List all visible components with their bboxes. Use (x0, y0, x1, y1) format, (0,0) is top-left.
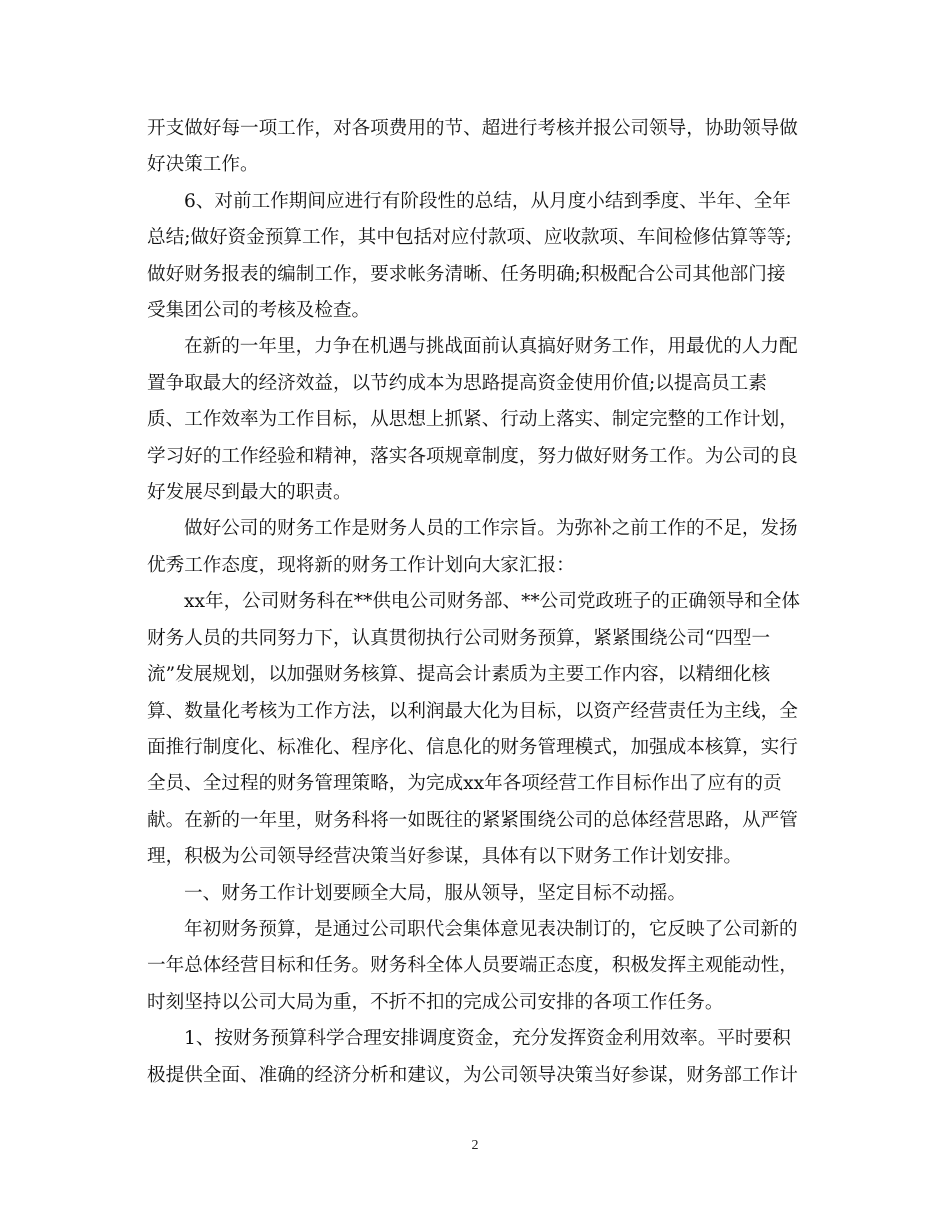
text-line: 置争取最大的经济效益，以节约成本为思路提高资金使用价值;以提高员工素 (147, 372, 767, 394)
paragraph (147, 584, 807, 875)
text-line: 质、工作效率为工作目标，从思想上抓紧、行动上落实、制定完整的工作计划， (147, 409, 798, 431)
text-line: 好决策工作。 (147, 154, 259, 176)
paragraph (147, 329, 807, 511)
document-body (147, 111, 807, 1094)
text-line: 一、财务工作计划要顾全大局，服从领导，坚定目标不动摇。 (184, 882, 687, 904)
paragraph (147, 876, 807, 912)
text-line: 面推行制度化、标准化、程序化、信息化的财务管理模式，加强成本核算，实行 (147, 736, 798, 758)
text-line: 做好公司的财务工作是财务人员的工作宗旨。为弥补之前工作的不足，发扬 (184, 518, 798, 540)
text-line: 6、对前工作期间应进行有阶段性的总结，从月度小结到季度、半年、全年 (184, 190, 791, 212)
text-line: 极提供全面、准确的经济分析和建议，为公司领导决策当好参谋，财务部工作计 (147, 1064, 798, 1086)
text-line: 时刻坚持以公司大局为重，不折不扣的完成公司安排的各项工作任务。 (147, 991, 724, 1013)
text-line: 总结;做好资金预算工作，其中包括对应付款项、应收款项、车间检修估算等等; (147, 227, 792, 249)
text-line: 优秀工作态度，现将新的财务工作计划向大家汇报： (147, 554, 575, 576)
text-line: 流”发展规划，以加强财务核算、提高会计素质为主要工作内容，以精细化核 (147, 664, 771, 686)
text-line: 算、数量化考核为工作方法，以利润最大化为目标，以资产经营责任为主线，全 (147, 700, 798, 722)
paragraph (147, 184, 807, 330)
text-line: 理，积极为公司领导经营决策当好参谋，具体有以下财务工作计划安排。 (147, 846, 743, 868)
text-line: 1、按财务预算科学合理安排调度资金，充分发挥资金利用效率。平时要积 (184, 1028, 791, 1050)
paragraph (147, 1021, 807, 1094)
text-line: 好发展尽到最大的职责。 (147, 482, 352, 504)
text-line: 学习好的工作经验和精神，落实各项规章制度，努力做好财务工作。为公司的良 (147, 445, 798, 467)
text-line: 财务人员的共同努力下，认真贯彻执行公司财务预算，紧紧围绕公司“四型一 (147, 627, 771, 649)
paragraph (147, 111, 807, 184)
text-line: 在新的一年里，力争在机遇与挑战面前认真搞好财务工作，用最优的人力配 (184, 336, 798, 358)
text-line: xx年，公司财务科在**供电公司财务部、**公司党政班子的正确领导和全体 (184, 591, 800, 613)
text-line: 做好财务报表的编制工作，要求帐务清晰、任务明确;积极配合公司其他部门接 (147, 263, 786, 285)
text-line: 开支做好每一项工作，对各项费用的节、超进行考核并报公司领导，协助领导做 (147, 118, 798, 139)
text-line: 献。在新的一年里，财务科将一如既往的紧紧围绕公司的总体经营思路，从严管 (147, 809, 798, 831)
paragraph (147, 912, 807, 1021)
text-line: 年初财务预算，是通过公司职代会集体意见表决制订的，它反映了公司新的 (184, 918, 798, 940)
text-line: 全员、全过程的财务管理策略，为完成xx年各项经营工作目标作出了应有的贡 (147, 773, 782, 795)
text-line: 一年总体经营目标和任务。财务科全体人员要端正态度，积极发挥主观能动性， (147, 955, 798, 977)
page-number: 2 (471, 1138, 479, 1153)
text-line: 受集团公司的考核及检查。 (147, 300, 371, 322)
paragraph (147, 511, 807, 584)
